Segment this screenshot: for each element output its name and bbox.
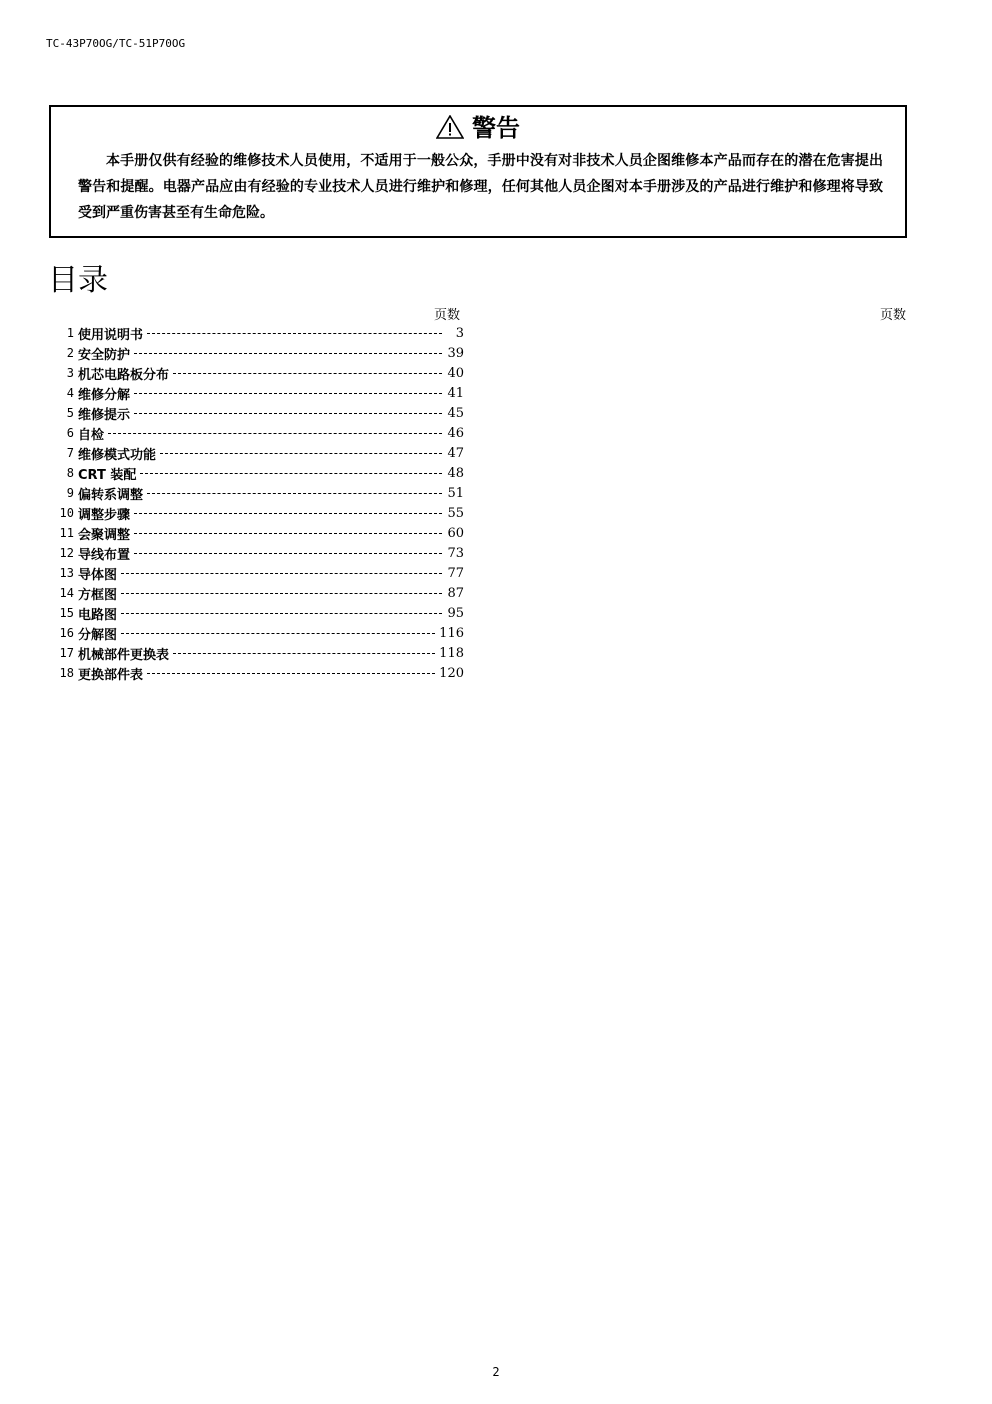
toc-entry[interactable] bbox=[52, 623, 464, 643]
toc-entry-number: 14 bbox=[59, 586, 74, 600]
toc-entry[interactable] bbox=[52, 643, 464, 663]
toc-entry-title: 偏转系调整 bbox=[78, 487, 144, 503]
toc-entry-page: 60 bbox=[447, 525, 464, 541]
warning-box bbox=[49, 105, 907, 238]
toc-entry-title: 导体图 bbox=[78, 567, 118, 583]
toc-leader-dots bbox=[121, 613, 442, 614]
toc-leader-dots bbox=[134, 513, 442, 514]
toc-entry-number: 15 bbox=[59, 606, 74, 620]
page-number: 2 bbox=[492, 1365, 500, 1379]
toc-entry-title: 分解图 bbox=[78, 627, 118, 643]
toc-entry-title: 维修提示 bbox=[78, 407, 131, 423]
toc-entry[interactable] bbox=[52, 663, 464, 683]
toc-leader-dots bbox=[134, 533, 442, 534]
toc-entry-title: 使用说明书 bbox=[78, 327, 144, 343]
toc-entry[interactable] bbox=[52, 543, 464, 563]
toc-entry[interactable] bbox=[52, 423, 464, 443]
toc-entry-number: 9 bbox=[66, 486, 74, 500]
toc-entry-number: 5 bbox=[66, 406, 74, 420]
toc-entry[interactable] bbox=[52, 383, 464, 403]
page-column-label-left: 页数 bbox=[434, 308, 461, 323]
toc-entry-title: 维修模式功能 bbox=[78, 447, 157, 463]
toc-entry[interactable] bbox=[52, 523, 464, 543]
toc-entry-page: 46 bbox=[447, 425, 464, 441]
toc-entry-page: 77 bbox=[447, 565, 464, 581]
toc-entry-number: 2 bbox=[66, 346, 74, 360]
toc-leader-dots bbox=[134, 413, 442, 414]
toc-entry-number: 17 bbox=[59, 646, 74, 660]
toc-entry[interactable] bbox=[52, 563, 464, 583]
toc-leader-dots bbox=[121, 633, 435, 634]
toc-entry[interactable] bbox=[52, 363, 464, 383]
toc-entry-page: 118 bbox=[439, 645, 464, 661]
warning-text: 本手册仅供有经验的维修技术人员使用，不适用于一般公众，手册中没有对非技术人员企图维修本产品而存在的潜在危害提出警告和提醒。电器产品应由有经验的专业技术人员进行维护和修理，任何其他人员企图对本手册涉及的产品进行维护和修理将导致受到严重伤害甚至有生命危险。 bbox=[78, 153, 883, 221]
toc-entry-page: 55 bbox=[447, 505, 464, 521]
toc-entry-number: 4 bbox=[66, 386, 74, 400]
toc-entry[interactable] bbox=[52, 403, 464, 423]
toc-entry-number: 8 bbox=[66, 466, 74, 480]
toc-entry-number: 11 bbox=[59, 526, 74, 540]
toc-leader-dots bbox=[147, 333, 442, 334]
toc-entry-number: 1 bbox=[66, 326, 74, 340]
toc-entry-title: 机械部件更换表 bbox=[78, 647, 170, 663]
toc-entry-number: 6 bbox=[66, 426, 74, 440]
toc-entry-number: 10 bbox=[59, 506, 74, 520]
toc-entry-page: 39 bbox=[447, 345, 464, 361]
page-column-label-right: 页数 bbox=[880, 308, 907, 323]
toc-entry-page: 45 bbox=[447, 405, 464, 421]
toc-entry[interactable] bbox=[52, 463, 464, 483]
toc-entry-page: 48 bbox=[447, 465, 464, 481]
toc-entry-title: 机芯电路板分布 bbox=[78, 367, 170, 383]
toc-entry-title: 方框图 bbox=[78, 587, 118, 603]
toc-entry-title: CRT 装配 bbox=[78, 467, 137, 483]
toc-entry-title: 会聚调整 bbox=[78, 527, 131, 543]
toc-leader-dots bbox=[147, 673, 435, 674]
toc-entry[interactable] bbox=[52, 323, 464, 343]
toc-leader-dots bbox=[108, 433, 442, 434]
toc-leader-dots bbox=[121, 573, 442, 574]
toc-entry-number: 13 bbox=[59, 566, 74, 580]
toc-entry-page: 47 bbox=[447, 445, 464, 461]
toc-leader-dots bbox=[134, 353, 442, 354]
toc-entry-title: 导线布置 bbox=[78, 547, 131, 563]
toc-entry-title: 电路图 bbox=[78, 607, 118, 623]
toc-entry-page: 73 bbox=[447, 545, 464, 561]
toc-entry-page: 120 bbox=[439, 665, 464, 681]
toc-entry-page: 51 bbox=[447, 485, 464, 501]
toc-entry[interactable] bbox=[52, 343, 464, 363]
toc-leader-dots bbox=[147, 493, 442, 494]
toc-entry-page: 3 bbox=[455, 325, 464, 341]
toc-entry-title: 调整步骤 bbox=[78, 507, 131, 523]
toc-entry-number: 18 bbox=[59, 666, 74, 680]
toc-entry-number: 12 bbox=[59, 546, 74, 560]
toc-entry-number: 16 bbox=[59, 626, 74, 640]
toc-entry-title: 更换部件表 bbox=[78, 667, 144, 683]
toc-entry-page: 95 bbox=[447, 605, 464, 621]
toc-leader-dots bbox=[134, 393, 442, 394]
toc-leader-dots bbox=[121, 593, 442, 594]
toc-entry-page: 41 bbox=[447, 385, 464, 401]
toc-leader-dots bbox=[140, 473, 442, 474]
warning-title bbox=[51, 113, 905, 143]
toc-entry[interactable] bbox=[52, 503, 464, 523]
toc-entry-page: 40 bbox=[447, 365, 464, 381]
toc-entry[interactable] bbox=[52, 443, 464, 463]
toc-entry-page: 116 bbox=[439, 625, 464, 641]
toc-entry-title: 维修分解 bbox=[78, 387, 131, 403]
warning-triangle-icon bbox=[436, 115, 464, 139]
toc-entry-number: 7 bbox=[66, 446, 74, 460]
toc-entry-page: 87 bbox=[447, 585, 464, 601]
toc-entry-title: 自检 bbox=[78, 427, 105, 443]
toc-leader-dots bbox=[160, 453, 442, 454]
model-header: TC-43P70OG/TC-51P70OG bbox=[46, 37, 186, 50]
toc-heading: 目录 bbox=[48, 263, 108, 298]
toc-list bbox=[52, 323, 464, 683]
toc-entry[interactable] bbox=[52, 483, 464, 503]
toc-entry[interactable] bbox=[52, 583, 464, 603]
toc-leader-dots bbox=[173, 373, 442, 374]
toc-entry-title: 安全防护 bbox=[78, 347, 131, 363]
toc-entry[interactable] bbox=[52, 603, 464, 623]
toc-leader-dots bbox=[173, 653, 435, 654]
toc-entry-number: 3 bbox=[66, 366, 74, 380]
toc-leader-dots bbox=[134, 553, 442, 554]
warning-title-text: 警告 bbox=[472, 114, 520, 142]
